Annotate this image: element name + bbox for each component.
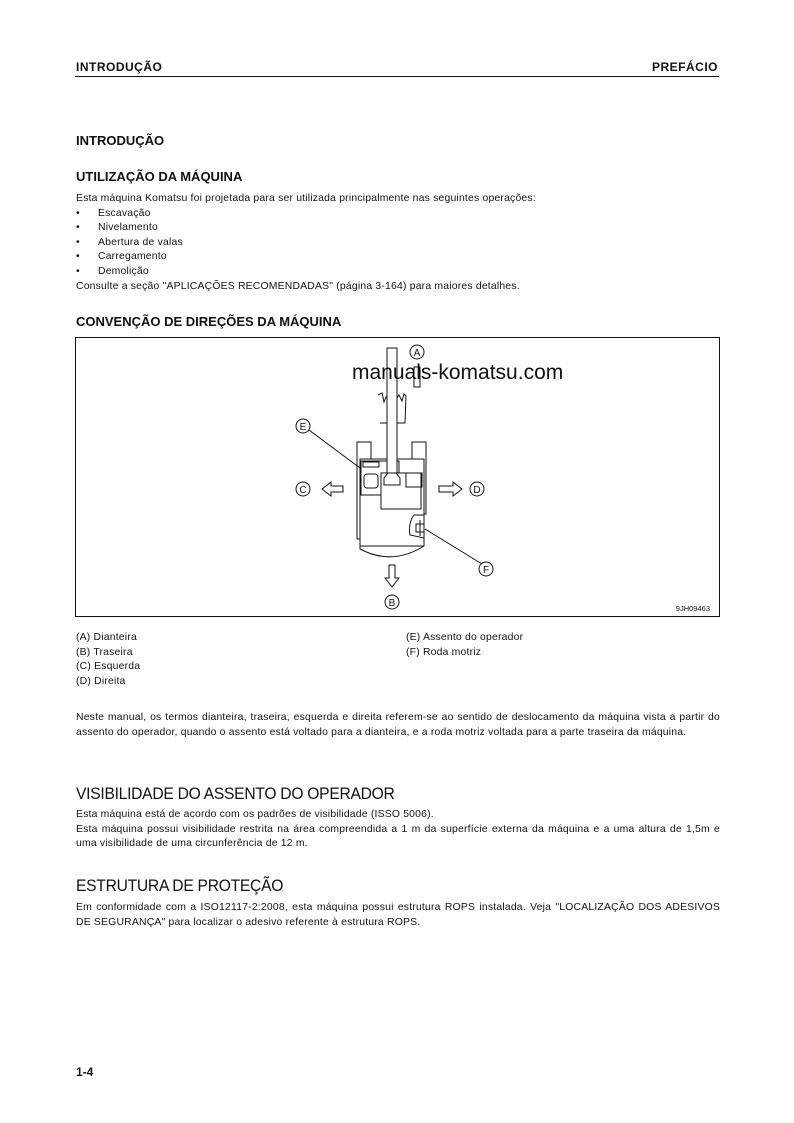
section-title: INTRODUÇÃO (76, 133, 165, 148)
marker-d: D (473, 485, 481, 496)
legend-right (406, 631, 523, 660)
visibility-title: VISIBILIDADE DO ASSENTO DO OPERADOR (76, 784, 395, 803)
header-section: INTRODUÇÃO (76, 60, 163, 74)
marker-b: B (388, 598, 396, 609)
header-chapter: PREFÁCIO (651, 60, 718, 74)
visibility-p2: Esta máquina possui visibilidade restrita na área compreendida a 1 m da superfície externa da máquina e a uma altura de 1,5m e uma visibilidade de uma circunferência de 12 m. (76, 823, 720, 850)
usage-outro: Consulte a seção "APLICAÇÕES RECOMENDADAS" (página 3-164) para maiores detalhes. (76, 280, 520, 292)
watermark: manuals-komatsu.com (352, 361, 564, 384)
page-number: 1-4 (76, 1065, 94, 1079)
arrow-right-icon (439, 482, 462, 496)
arrow-down-icon (385, 565, 399, 587)
directions-title: CONVENÇÃO DE DIREÇÕES DA MÁQUINA (76, 314, 342, 329)
protection-text: Em conformidade com a ISO12117-2:2008, esta máquina possui estrutura ROPS instalada. Veja "LOCALIZAÇÃO DOS ADESIVOS DE SEGURANÇA" para localizar o adesivo referente à estrutura ROPS. (76, 902, 720, 928)
usage-title: UTILIZAÇÃO DA MÁQUINA (76, 169, 243, 184)
legend-item: (A) Dianteira (76, 632, 137, 643)
header-rule (75, 76, 719, 77)
arrow-left-icon (322, 482, 343, 496)
legend-left (76, 631, 140, 689)
marker-e: E (299, 422, 307, 433)
list-item: • Abertura de valas (76, 236, 183, 248)
leader-f (425, 529, 482, 564)
drive-sprocket (410, 515, 425, 538)
figure-code: 9JH09463 (675, 604, 710, 613)
list-item: • Demolição (76, 265, 149, 277)
legend-item: (D) Direita (76, 675, 126, 687)
list-item: • Nivelamento (76, 222, 158, 234)
legend-item: (F) Roda motriz (406, 646, 482, 658)
legend-item: (C) Esquerda (76, 661, 141, 673)
usage-intro: Esta máquina Komatsu foi projetada para ser utilizada principalmente nas seguintes operações: (76, 193, 536, 204)
legend-item: (E) Assento do operador (406, 632, 524, 643)
legend-item: (B) Traseira (76, 646, 133, 658)
marker-f: F (482, 565, 490, 576)
visibility-p1: Esta máquina está de acordo com os padrões de visibilidade (ISSO 5006). (76, 809, 434, 820)
list-item: • Carregamento (76, 251, 167, 263)
visibility-text (76, 808, 720, 852)
protection-title: ESTRUTURA DE PROTEÇÃO (76, 876, 284, 895)
marker-a: A (413, 348, 421, 359)
marker-c: C (299, 485, 307, 496)
directions-paragraph: Neste manual, os termos dianteira, traseira, esquerda e direita referem-se ao sentido de deslocamento da máquina vista a partir do assento do operador, quando o assento está voltado para a dianteira, e a roda motriz voltada para a parte traseira da máquina. (76, 712, 720, 738)
usage-text (76, 192, 720, 294)
leader-e (309, 430, 360, 468)
list-item: • Escavação (76, 207, 151, 219)
